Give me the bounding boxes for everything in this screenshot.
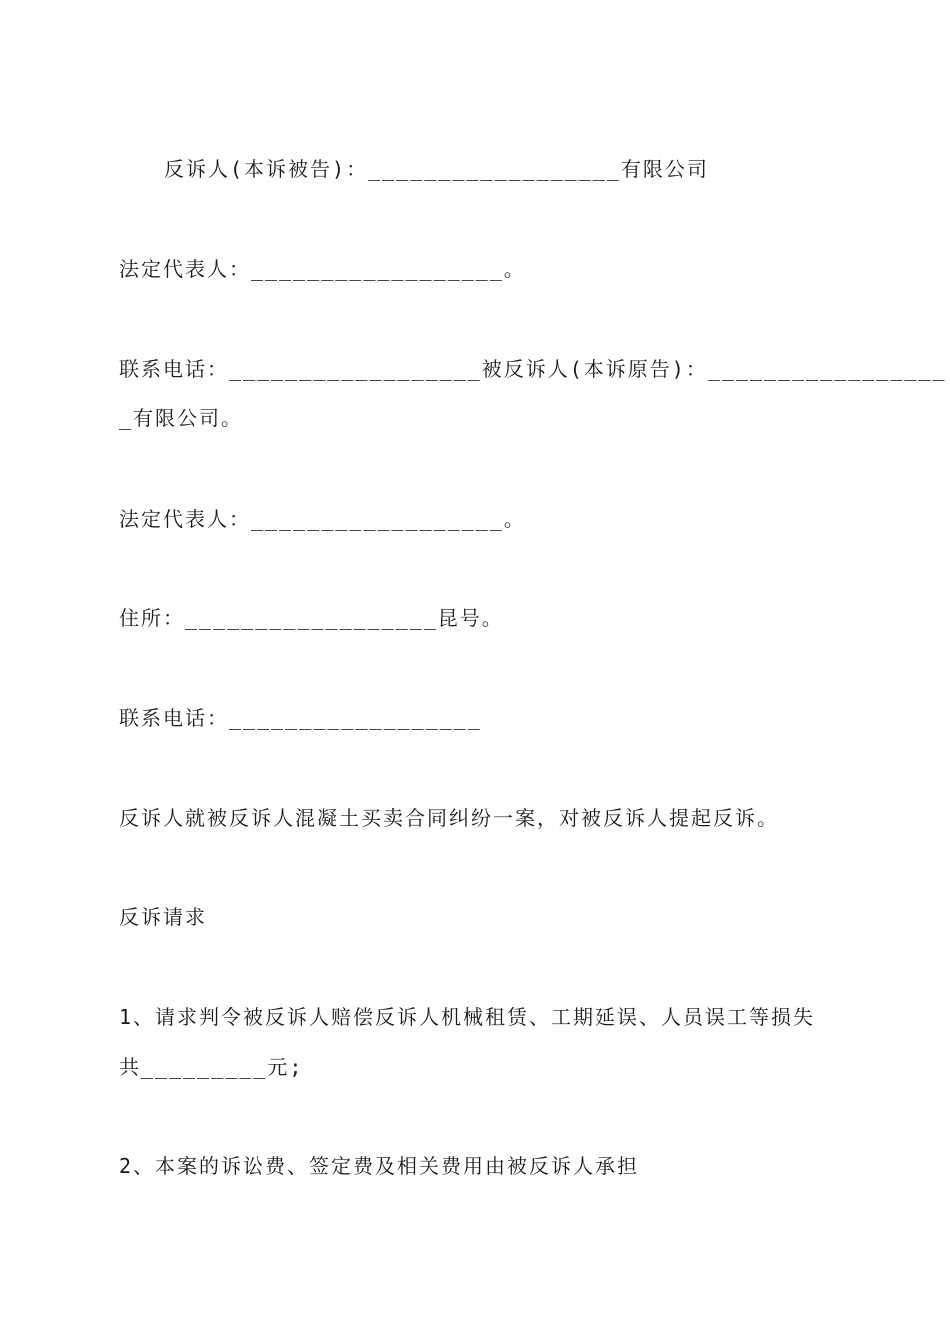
claims-heading: 反诉请求 bbox=[119, 905, 207, 929]
company-continuation-line: _有限公司。 bbox=[119, 406, 244, 430]
claim-item-1: 1、请求判令被反诉人赔偿反诉人机械租赁、工期延误、人员误工等损失 bbox=[119, 1005, 816, 1029]
claim-item-2: 2、本案的诉讼费、签定费及相关费用由被反诉人承担 bbox=[119, 1154, 640, 1178]
legal-representative-line-2: 法定代表人：__________________。 bbox=[119, 507, 526, 531]
contact-phone-line: 联系电话：__________________ bbox=[119, 706, 482, 730]
legal-representative-line: 法定代表人：__________________。 bbox=[119, 257, 526, 281]
counterclaim-statement: 反诉人就被反诉人混凝土买卖合同纠纷一案，对被反诉人提起反诉。 bbox=[119, 806, 779, 830]
counterclaimant-line: 反诉人(本诉被告)：__________________有限公司 bbox=[164, 157, 709, 181]
contact-and-counter-defendant-line: 联系电话：__________________被反诉人(本诉原告)：_________________ bbox=[119, 357, 947, 381]
address-line: 住所：__________________昆号。 bbox=[119, 606, 504, 630]
claim-item-1-continuation: 共_________元; bbox=[119, 1055, 304, 1079]
